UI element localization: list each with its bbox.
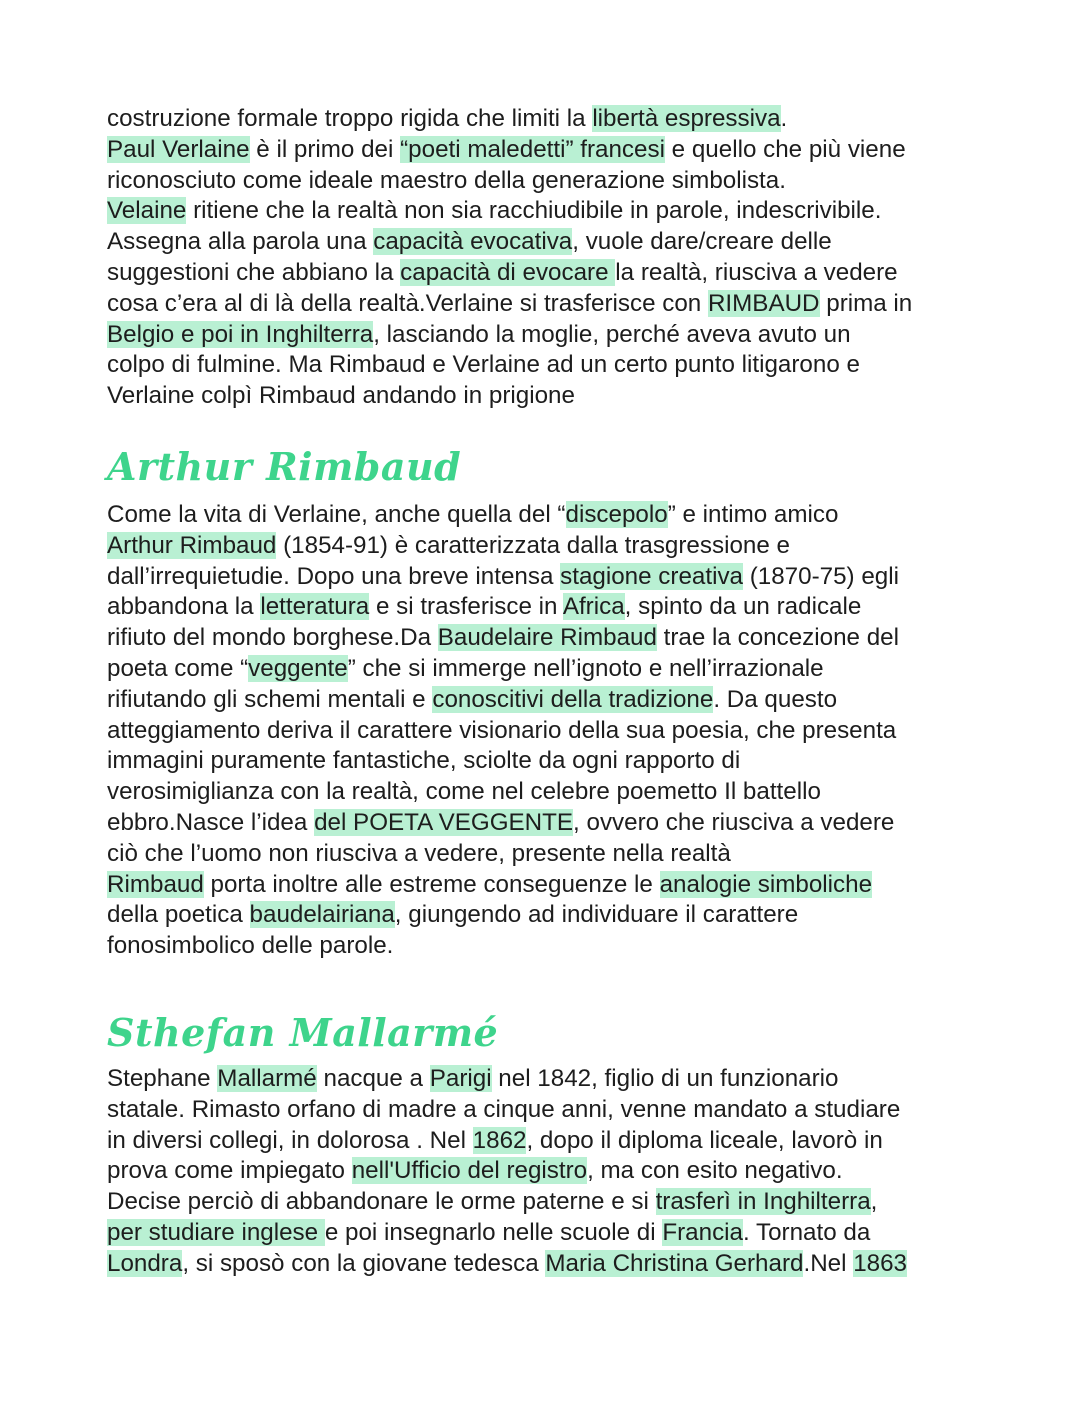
- text-line: [107, 1249, 987, 1280]
- text-line: [107, 289, 987, 320]
- heading-stephane-mallarme: Sthefan Mallarmé: [107, 1009, 499, 1055]
- highlighted-text: analogie simboliche: [659, 870, 873, 898]
- highlighted-text: Baudelaire Rimbaud: [437, 624, 657, 652]
- text-segment: nacque a: [316, 1064, 430, 1092]
- text-segment: , dopo il diploma liceale, lavorò in: [526, 1126, 883, 1154]
- text-line: [107, 166, 987, 197]
- text-line: [107, 1218, 987, 1249]
- text-line: [107, 381, 987, 412]
- highlighted-text: capacità di evocare: [400, 258, 616, 286]
- text-line: [107, 135, 987, 166]
- rimbaud-paragraph: [107, 500, 987, 962]
- text-segment: porta inoltre alle estreme conseguenze le: [203, 870, 660, 898]
- text-segment: rifiutando gli schemi mentali e: [107, 685, 433, 713]
- highlighted-text: Velaine: [107, 197, 187, 225]
- text-segment: Verlaine colpì Rimbaud andando in prigione: [107, 382, 575, 410]
- text-segment: la realtà, riusciva a vedere: [615, 258, 898, 286]
- text-line: [107, 1064, 987, 1095]
- text-line: [107, 562, 987, 593]
- highlighted-text: Francia: [662, 1218, 743, 1246]
- highlighted-text: discepolo: [565, 500, 668, 528]
- text-segment: (1854-91) è caratterizzata dalla trasgressione e: [276, 531, 790, 559]
- highlighted-text: capacità evocativa: [373, 228, 573, 256]
- text-segment: rifiuto del mondo borghese.Da: [107, 624, 438, 652]
- text-segment: costruzione formale troppo rigida che limiti la: [107, 105, 593, 132]
- document-page: [107, 104, 987, 1280]
- highlighted-text: nell'Ufficio del registro: [351, 1157, 588, 1185]
- highlighted-text: Arthur Rimbaud: [107, 531, 277, 559]
- text-line: [107, 196, 987, 227]
- text-segment: dall’irrequietudie. Dopo una breve intensa: [107, 562, 561, 590]
- text-segment: prima in: [819, 289, 913, 317]
- text-line: [107, 320, 987, 351]
- highlighted-text: Londra: [107, 1249, 183, 1277]
- text-segment: immagini puramente fantastiche, sciolte da ogni rapporto di: [107, 747, 741, 775]
- text-segment: , si sposò con la giovane tedesca: [182, 1249, 546, 1277]
- highlighted-text: 1862: [472, 1126, 527, 1154]
- highlighted-text: trasferì in Inghilterra: [655, 1188, 871, 1216]
- text-segment: riconosciuto come ideale maestro della generazione simbolista.: [107, 166, 786, 194]
- text-line: [107, 500, 987, 531]
- text-segment: della poetica: [107, 901, 250, 929]
- text-segment: , giungendo ad individuare il carattere: [394, 901, 799, 929]
- text-line: [107, 258, 987, 289]
- text-segment: cosa c’era al di là della realtà.Verlaine si trasferisce con: [107, 289, 708, 317]
- text-segment: verosimiglianza con la realtà, come nel celebre poemetto Il battello: [107, 778, 821, 806]
- highlighted-text: 1863: [853, 1249, 908, 1277]
- highlighted-text: del POETA VEGGENTE: [314, 808, 574, 836]
- text-segment: , ovvero che riusciva a vedere: [573, 808, 895, 836]
- highlighted-text: baudelairiana: [249, 901, 395, 929]
- heading-arthur-rimbaud: Arthur Rimbaud: [107, 443, 462, 489]
- text-segment: atteggiamento deriva il carattere visionario della sua poesia, che presenta: [107, 716, 897, 744]
- text-segment: in diversi collegi, in dolorosa . Nel: [107, 1126, 473, 1154]
- text-segment: nel 1842, figlio di un funzionario: [491, 1064, 839, 1092]
- text-line: [107, 1095, 987, 1126]
- text-segment: , vuole dare/creare delle: [572, 228, 832, 256]
- text-segment: ,: [870, 1188, 878, 1216]
- text-line: [107, 1126, 987, 1157]
- highlighted-text: Belgio e poi in Inghilterra: [107, 320, 374, 348]
- text-segment: prova come impiegato: [107, 1157, 352, 1185]
- highlighted-text: libertà espressiva: [592, 105, 781, 132]
- text-line: [107, 870, 987, 901]
- text-segment: Stephane: [107, 1064, 218, 1092]
- text-segment: abbandona la: [107, 593, 261, 621]
- text-segment: , spinto da un radicale: [624, 593, 862, 621]
- text-segment: colpo di fulmine. Ma Rimbaud e Verlaine ad un certo punto litigarono e: [107, 351, 860, 379]
- text-segment: Decise perciò di abbandonare le orme paterne e si: [107, 1188, 656, 1216]
- highlighted-text: Maria Christina Gerhard: [545, 1249, 804, 1277]
- text-line: [107, 685, 987, 716]
- text-segment: e poi insegnarlo nelle scuole di: [324, 1218, 663, 1246]
- highlighted-text: Mallarmé: [217, 1064, 317, 1092]
- text-line: [107, 104, 987, 135]
- text-segment: e quello che più viene: [664, 135, 906, 163]
- text-line: [107, 1187, 987, 1218]
- highlighted-text: “poeti maledetti” francesi: [400, 135, 665, 163]
- mallarme-paragraph: [107, 1064, 987, 1280]
- highlighted-text: veggente: [248, 654, 348, 682]
- text-line: [107, 1156, 987, 1187]
- text-segment: ” e intimo amico: [667, 500, 839, 528]
- text-segment: . Tornato da: [743, 1218, 871, 1246]
- text-line: [107, 839, 987, 870]
- highlighted-text: conoscitivi della tradizione: [432, 685, 714, 713]
- text-segment: ritiene che la realtà non sia racchiudibile in parole, indescrivibile.: [186, 197, 882, 225]
- text-segment: suggestioni che abbiano la: [107, 258, 401, 286]
- highlighted-text: RIMBAUD: [707, 289, 820, 317]
- text-segment: , lasciando la moglie, perché aveva avuto un: [373, 320, 851, 348]
- text-segment: trae la concezione del: [656, 624, 899, 652]
- text-segment: fonosimbolico delle parole.: [107, 932, 394, 960]
- text-segment: .Nel: [803, 1249, 854, 1277]
- text-segment: ciò che l’uomo non riusciva a vedere, presente nella realtà: [107, 839, 731, 867]
- text-line: [107, 592, 987, 623]
- highlighted-text: per studiare inglese: [107, 1218, 325, 1246]
- text-segment: (1870-75) egli: [743, 562, 899, 590]
- text-line: [107, 746, 987, 777]
- text-line: [107, 808, 987, 839]
- text-segment: . Da questo: [713, 685, 838, 713]
- highlighted-text: Africa: [562, 593, 625, 621]
- text-segment: .: [780, 105, 788, 132]
- text-line: [107, 654, 987, 685]
- highlighted-text: stagione creativa: [560, 562, 743, 590]
- text-segment: Assegna alla parola una: [107, 228, 374, 256]
- highlighted-text: Parigi: [429, 1064, 492, 1092]
- text-line: [107, 350, 987, 381]
- text-line: [107, 623, 987, 654]
- highlighted-text: Rimbaud: [107, 870, 204, 898]
- highlighted-text: letteratura: [260, 593, 370, 621]
- text-segment: ” che si immerge nell’ignoto e nell’irrazionale: [347, 654, 824, 682]
- text-segment: Come la vita di Verlaine, anche quella del “: [107, 500, 566, 528]
- text-segment: e si trasferisce in: [369, 593, 563, 621]
- text-segment: statale. Rimasto orfano di madre a cinque anni, venne mandato a studiare: [107, 1095, 901, 1123]
- text-segment: ebbro.Nasce l’idea: [107, 808, 315, 836]
- text-line: [107, 716, 987, 747]
- text-line: [107, 531, 987, 562]
- text-segment: è il primo dei: [249, 135, 401, 163]
- text-segment: , ma con esito negativo.: [587, 1157, 843, 1185]
- text-line: [107, 931, 987, 962]
- text-segment: poeta come “: [107, 654, 249, 682]
- text-line: [107, 777, 987, 808]
- text-line: [107, 227, 987, 258]
- text-line: [107, 900, 987, 931]
- verlaine-paragraph: [107, 104, 987, 412]
- highlighted-text: Paul Verlaine: [107, 135, 250, 163]
